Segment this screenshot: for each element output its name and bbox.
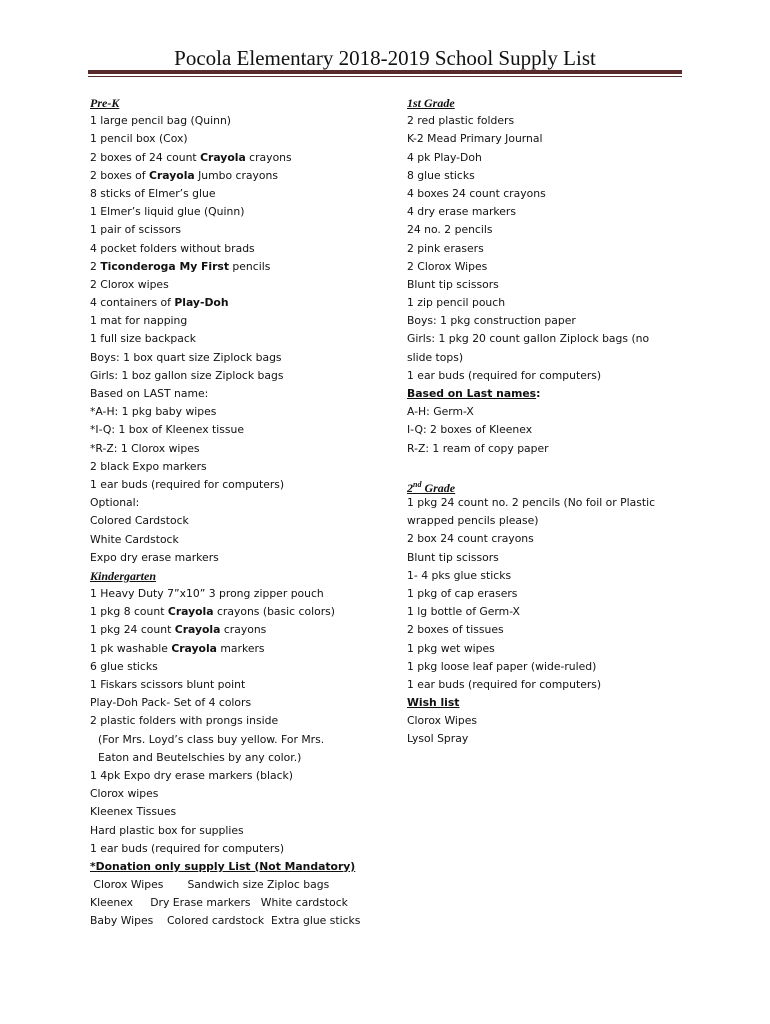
list-item: Blunt tip scissors	[407, 550, 499, 564]
list-item: 2 Clorox wipes	[90, 277, 169, 291]
list-item: 8 glue sticks	[407, 168, 475, 182]
list-item: 2 plastic folders with prongs inside	[90, 714, 279, 728]
list-item: *I-Q: 1 box of Kleenex tissue	[90, 423, 244, 437]
list-item: 1 pkg loose leaf paper (wide-ruled)	[407, 659, 597, 673]
list-item: 4 pocket folders without brads	[90, 241, 255, 255]
list-item: 1 pkg 24 count Crayola crayons	[90, 623, 267, 637]
list-item: 1 pencil box (Cox)	[90, 132, 188, 146]
list-item: 2 Clorox Wipes	[407, 259, 488, 273]
list-item: 1 pair of scissors	[90, 223, 181, 237]
list-item: I-Q: 2 boxes of Kleenex	[407, 423, 533, 437]
list-item: 2 boxes of 24 count Crayola crayons	[90, 150, 292, 164]
donation-line: Kleenex Dry Erase markers White cardstock	[90, 896, 348, 910]
list-item: 1 ear buds (required for computers)	[90, 477, 285, 491]
list-item: K-2 Mead Primary Journal	[407, 132, 543, 146]
list-item: Boys: 1 pkg construction paper	[407, 314, 576, 328]
list-item: 2 red plastic folders	[407, 114, 515, 128]
list-item: 1 zip pencil pouch	[407, 296, 506, 310]
list-item: 2 black Expo markers	[90, 459, 207, 473]
list-item: 1 pkg 8 count Crayola crayons (basic colors)	[90, 605, 335, 619]
list-item: 8 sticks of Elmer’s glue	[90, 186, 216, 200]
list-item: 1 full size backpack	[90, 332, 197, 346]
list-item: Colored Cardstock	[90, 514, 189, 528]
list-item: 1 Fiskars scissors blunt point	[90, 678, 246, 691]
list-item: 1 pkg wet wipes	[407, 641, 495, 655]
donation-heading: *Donation only supply List (Not Mandatory)	[90, 859, 356, 873]
list-item: 1 ear buds (required for computers)	[90, 841, 285, 855]
list-item: 1 large pencil bag (Quinn)	[90, 114, 232, 128]
list-item: 2 boxes of Crayola Jumbo crayons	[90, 168, 279, 182]
list-item: Optional:	[90, 496, 140, 510]
list-item: 4 pk Play-Doh	[407, 150, 482, 164]
list-item: 4 containers of Play-Doh	[90, 296, 229, 310]
list-item: 1 pk washable Crayola markers	[90, 641, 265, 655]
list-item: 1 mat for napping	[90, 314, 188, 328]
list-item: 4 boxes 24 count crayons	[407, 186, 546, 200]
list-item: 1 pkg of cap erasers	[407, 586, 518, 600]
list-item: 6 glue sticks	[90, 659, 158, 673]
kinder-note: (For Mrs. Loyd’s class buy yellow. For Mrs. Eaton and Beutelschies by any color.)	[98, 732, 325, 764]
list-item: Play-Doh Pack- Set of 4 colors	[90, 696, 252, 710]
list-item: Boys: 1 box quart size Ziplock bags	[90, 350, 282, 364]
list-item: 1 ear buds (required for computers)	[407, 677, 602, 691]
page-title: Pocola Elementary 2018-2019 School Supply List	[174, 46, 596, 70]
list-item: *R-Z: 1 Clorox wipes	[90, 441, 200, 455]
list-item: 4 dry erase markers	[407, 205, 516, 219]
list-item: 1 Elmer’s liquid glue (Quinn)	[90, 205, 245, 219]
list-item: 2 Ticonderoga My First pencils	[90, 259, 271, 273]
title-rule	[88, 70, 682, 74]
list-item: White Cardstock	[90, 532, 179, 546]
list-item: Based on LAST name:	[90, 387, 209, 400]
list-item: 1 Heavy Duty 7”x10” 3 prong zipper pouch	[90, 587, 324, 601]
list-item: 1 lg bottle of Germ-X	[407, 605, 520, 619]
list-item: 2 pink erasers	[407, 241, 484, 255]
kindergarten-heading: Kindergarten	[90, 568, 157, 583]
list-item: Clorox wipes	[90, 787, 159, 801]
prek-heading: Pre-K	[90, 96, 120, 110]
list-item: Blunt tip scissors	[407, 277, 499, 291]
wish-list-heading: Wish list	[407, 696, 460, 710]
list-item: 1- 4 pks glue sticks	[407, 568, 512, 582]
list-item: 2 box 24 count crayons	[407, 532, 534, 546]
right-column	[407, 94, 687, 749]
lastname-heading: Based on Last names:	[407, 387, 541, 401]
list-item: Girls: 1 pkg 20 count gallon Ziplock bags (no slide tops)	[407, 332, 650, 364]
list-item: 1 4pk Expo dry erase markers (black)	[90, 768, 293, 782]
list-item: Clorox Wipes	[407, 714, 478, 728]
donation-line: Clorox Wipes Sandwich size Ziploc bags	[90, 878, 330, 892]
list-item: Hard plastic box for supplies	[90, 823, 244, 837]
list-item: 2 boxes of tissues	[407, 623, 504, 637]
first-grade-heading: 1st Grade	[407, 96, 455, 110]
list-item: 24 no. 2 pencils	[407, 223, 493, 237]
second-grade-heading: 2nd Grade	[407, 479, 456, 495]
list-item: 1 ear buds (required for computers)	[407, 368, 602, 382]
list-item: Girls: 1 boz gallon size Ziplock bags	[90, 368, 284, 382]
list-item: Lysol Spray	[407, 732, 469, 746]
title-rule-thin	[88, 76, 682, 77]
list-item: Kleenex Tissues	[90, 805, 177, 819]
donation-line: Baby Wipes Colored cardstock Extra glue sticks	[90, 914, 361, 928]
list-item: 1 pkg 24 count no. 2 pencils (No foil or Plastic wrapped pencils please)	[407, 495, 656, 528]
left-column	[90, 94, 390, 931]
list-item: Expo dry erase markers	[90, 550, 219, 564]
list-item: R-Z: 1 ream of copy paper	[407, 441, 549, 455]
list-item: *A-H: 1 pkg baby wipes	[90, 405, 217, 419]
list-item: A-H: Germ-X	[407, 405, 474, 419]
